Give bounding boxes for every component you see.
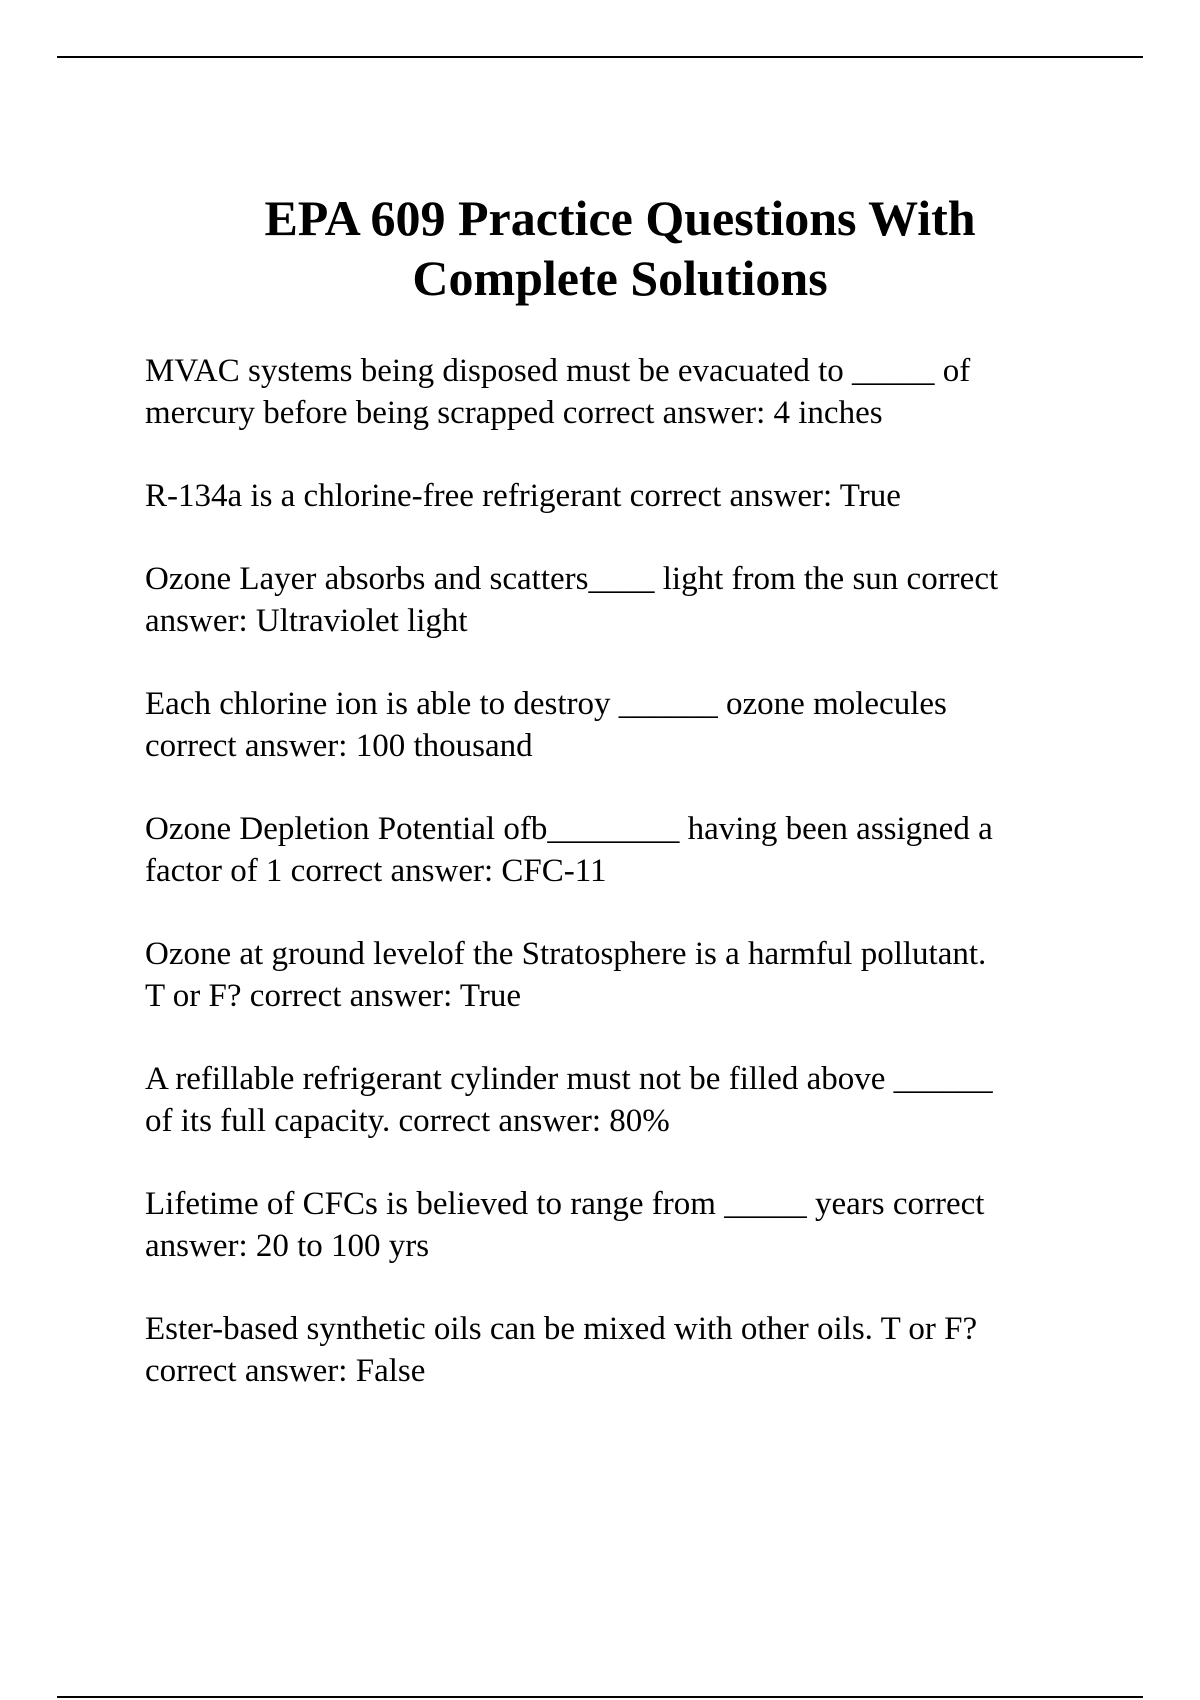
title-line-2: Complete Solutions xyxy=(412,250,828,306)
question-text-line: T or F? correct answer: True xyxy=(145,978,522,1014)
question-text-line: factor of 1 correct answer: CFC-11 xyxy=(145,853,607,889)
question-list xyxy=(145,350,1095,1433)
question-text-line: MVAC systems being disposed must be evacuated to _____ of xyxy=(145,353,971,389)
page-title xyxy=(120,188,1120,308)
question-text-line: Lifetime of CFCs is believed to range from _____ years correct xyxy=(145,1186,985,1222)
question-item xyxy=(145,475,1095,517)
question-text-line: correct answer: 100 thousand xyxy=(145,728,533,764)
question-text-line: R-134a is a chlorine-free refrigerant correct answer: True xyxy=(145,478,901,514)
top-rule xyxy=(57,56,1143,58)
question-text-line: answer: 20 to 100 yrs xyxy=(145,1228,430,1264)
question-text-line: mercury before being scrapped correct answer: 4 inches xyxy=(145,395,883,431)
question-text-line: answer: Ultraviolet light xyxy=(145,603,468,639)
question-item xyxy=(145,1308,1095,1392)
question-item xyxy=(145,683,1095,767)
question-item xyxy=(145,808,1095,892)
question-text-line: A refillable refrigerant cylinder must not be filled above ______ xyxy=(145,1061,993,1097)
question-item xyxy=(145,933,1095,1017)
question-text-line: of its full capacity. correct answer: 80% xyxy=(145,1103,670,1139)
bottom-rule xyxy=(57,1696,1143,1698)
question-text-line: correct answer: False xyxy=(145,1353,426,1389)
question-text-line: Ozone at ground levelof the Stratosphere is a harmful pollutant. xyxy=(145,936,987,972)
title-line-1: EPA 609 Practice Questions With xyxy=(264,190,976,246)
question-item xyxy=(145,1058,1095,1142)
question-text-line: Ozone Depletion Potential ofb________ having been assigned a xyxy=(145,811,993,847)
question-text-line: Each chlorine ion is able to destroy ______ ozone molecules xyxy=(145,686,947,722)
question-item xyxy=(145,558,1095,642)
question-item xyxy=(145,1183,1095,1267)
question-item xyxy=(145,350,1095,434)
question-text-line: Ester-based synthetic oils can be mixed with other oils. T or F? xyxy=(145,1311,978,1347)
question-text-line: Ozone Layer absorbs and scatters____ light from the sun correct xyxy=(145,561,999,597)
